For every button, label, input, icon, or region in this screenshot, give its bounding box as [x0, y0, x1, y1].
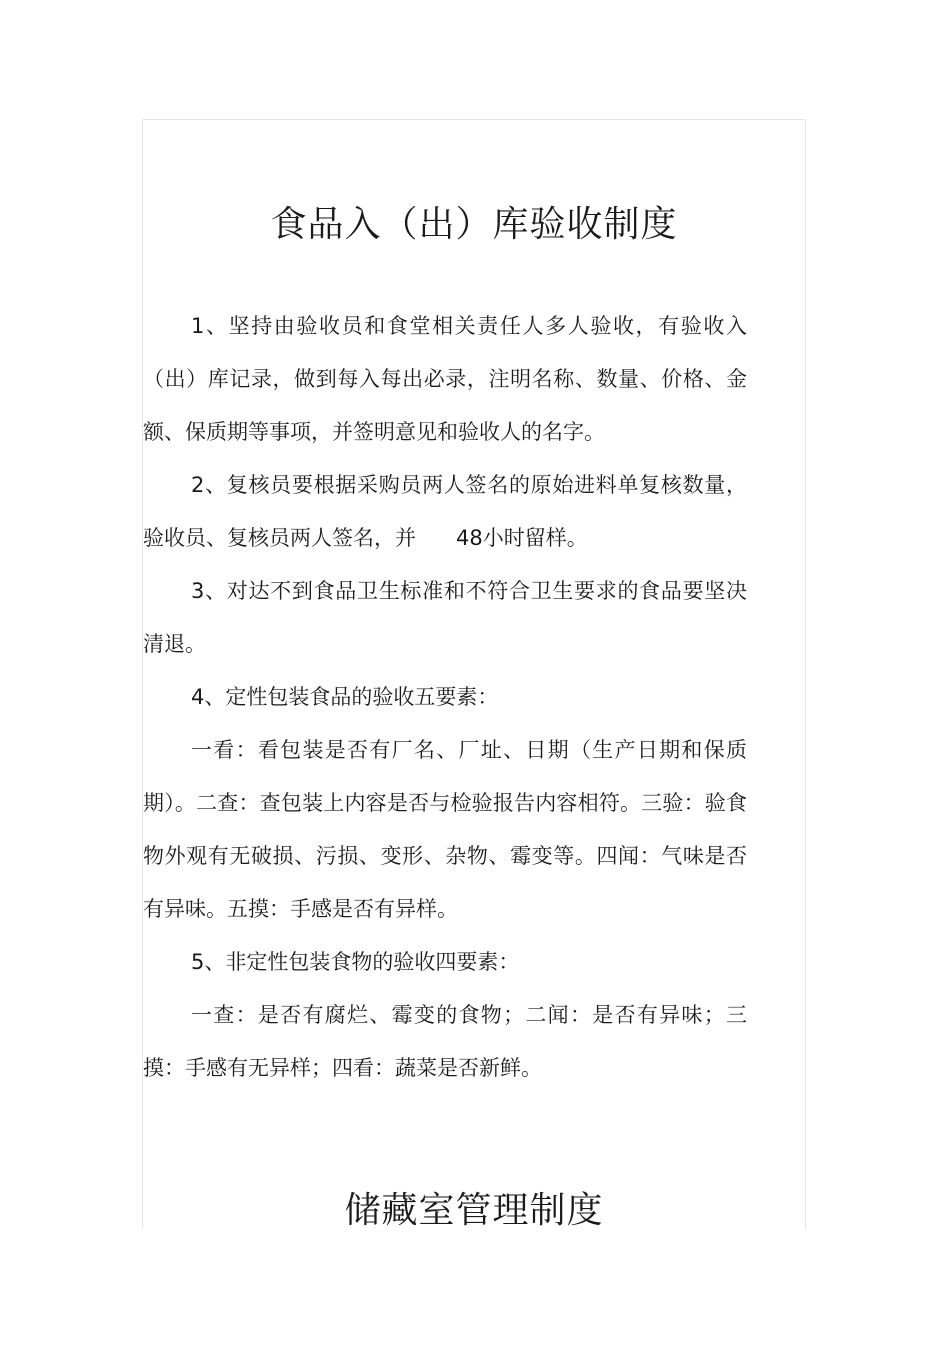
- paragraph-2-text-a: 2、复核员要根据采购员两人签名的原始进料单复核数量，验收员、复核员两人签名，并: [143, 473, 747, 550]
- next-section-title: 储藏室管理制度: [344, 1190, 604, 1231]
- paragraph-5: 5、非定性包装食物的验收四要素：: [191, 950, 520, 974]
- paragraph-3: 3、对达不到食品卫生标准和不符合卫生要求的食品要坚决清退。: [143, 579, 747, 656]
- paragraph-2: [143, 459, 747, 565]
- document-page: [142, 119, 806, 1229]
- paragraph-4: 4、定性包装食品的验收五要素：: [191, 685, 499, 709]
- paragraph-4-details: 一看：看包装是否有厂名、厂址、日期（生产日期和保质期）。二查：查包装上内容是否与检验报告内容相符。三验：验食物外观有无破损、污损、变形、杂物、霉变等。四闻：气味是否有异味。五摸：手感是否有异样。: [143, 738, 747, 921]
- paragraph-5-details: 一查：是否有腐烂、霉变的食物；二闻：是否有异味；三摸：手感有无异样；四看：蔬菜是否新鲜。: [143, 1003, 747, 1080]
- paragraph-1: 1、坚持由验收员和食堂相关责任人多人验收，有验收入（出）库记录，做到每入每出必录，注明名称、数量、价格、金额、保质期等事项，并签明意见和验收人的名字。: [143, 314, 747, 444]
- document-title: 食品入（出）库验收制度: [270, 204, 678, 245]
- paragraph-2-text-b: 48小时留样。: [456, 526, 588, 550]
- document-body: [143, 300, 747, 1095]
